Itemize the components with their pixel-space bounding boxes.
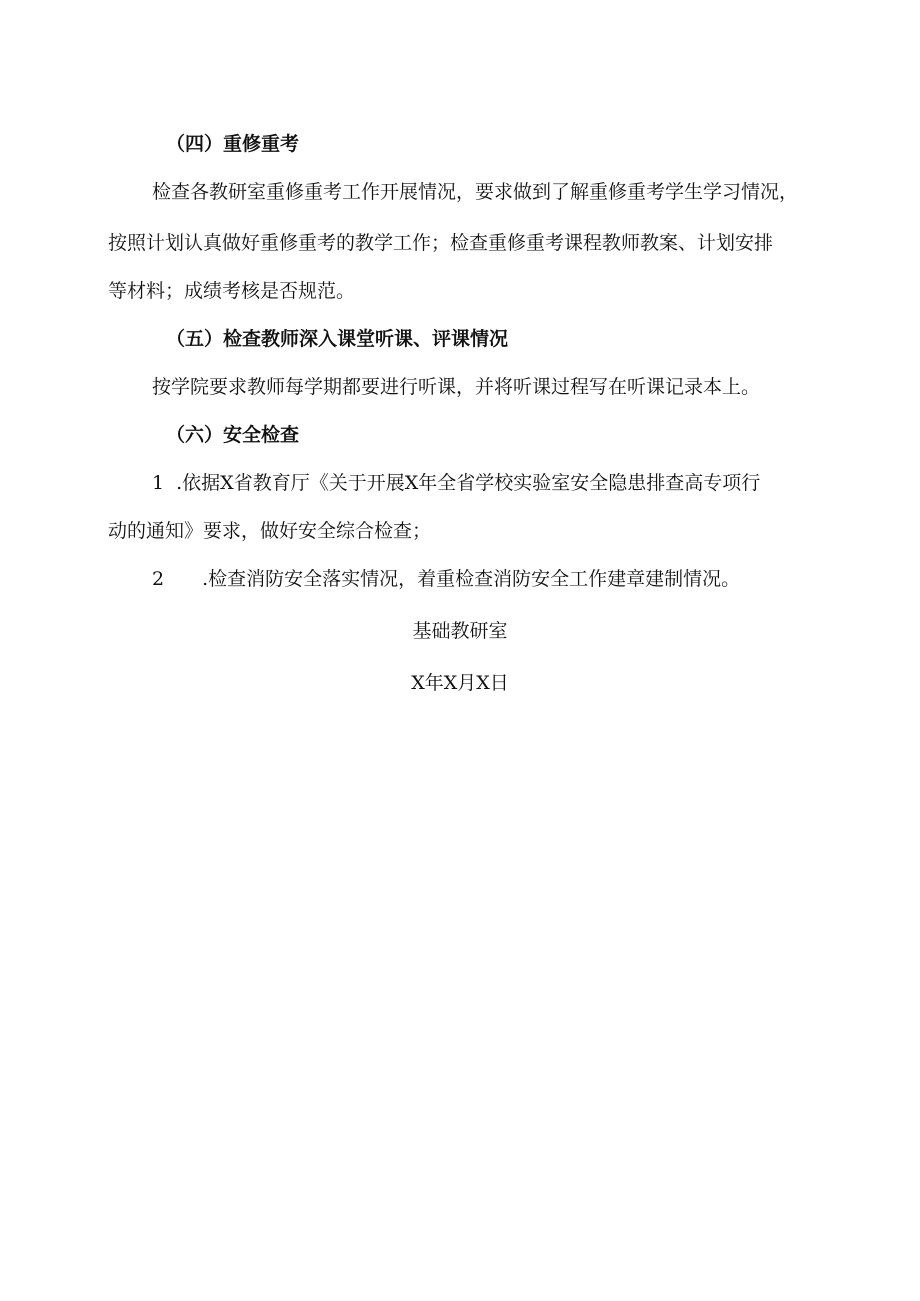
section-four-paragraph-line-1: 检查各教研室重修重考工作开展情况，要求做到了解重修重考学生学习情况， [152, 181, 799, 203]
signature-department: 基础教研室 [412, 620, 508, 642]
section-four-paragraph-line-2: 按照计划认真做好重修重考的教学工作；检查重修重考课程教师教案、计划安排 [108, 232, 774, 254]
section-six-item-2-line-1 [152, 567, 740, 591]
section-six-heading: （六）安全检查 [166, 424, 300, 446]
section-four-paragraph-line-3: 等材料；成绩考核是否规范。 [108, 280, 356, 302]
section-five-heading: （五）检查教师深入课堂听课、评课情况 [166, 328, 509, 350]
section-six-item-1-line-1 [152, 471, 760, 495]
item-1-number: 1 [152, 472, 165, 494]
section-five-paragraph-line-1: 按学院要求教师每学期都要进行听课，并将听课过程写在听课记录本上。 [152, 376, 761, 398]
section-six-item-1-line-2: 动的通知》要求，做好安全综合检查； [108, 520, 432, 542]
item-2-number: 2 [152, 568, 165, 590]
item-2-text-line-1: .检查消防安全落实情况，着重检查消防安全工作建章建制情况。 [202, 568, 741, 590]
section-four-heading: （四）重修重考 [166, 133, 300, 155]
signature-date: X年X月X日 [411, 672, 509, 694]
item-1-text-line-1: .依据X省教育厅《关于开展X年全省学校实验室安全隐患排查高专项行 [176, 472, 761, 494]
